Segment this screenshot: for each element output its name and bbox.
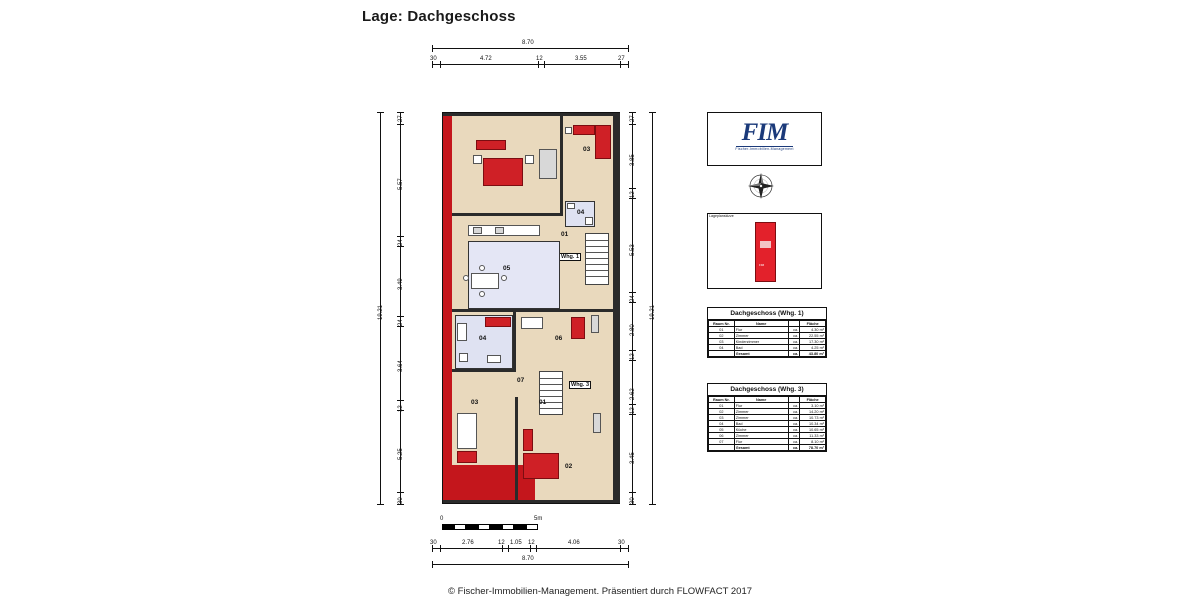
unit-window	[760, 241, 771, 248]
logo-text: FIM	[741, 119, 788, 146]
dim-tick	[397, 326, 404, 327]
cell-area: 11.33 m²	[800, 433, 826, 439]
dim-tick	[538, 61, 539, 68]
dim-tick	[440, 545, 441, 552]
dim-tick	[629, 124, 636, 125]
staircase-upper	[585, 233, 609, 285]
dim-tick	[629, 414, 636, 415]
dim-left-seg-3: 24	[398, 239, 404, 246]
scale-label-from: 0	[440, 516, 444, 522]
page-title: Lage: Dachgeschoss	[362, 8, 516, 25]
dim-left-seg-5: 24	[398, 319, 404, 326]
cell-total-label: Gesamt	[734, 351, 788, 357]
cell-approx: ca.	[788, 409, 800, 415]
dim-bottom-seg-3: 12	[498, 540, 505, 546]
cell-approx: ca.	[788, 333, 800, 339]
cell-total-area: 78.70 m²	[800, 445, 826, 451]
dim-left-seg-8: 5.25	[398, 448, 404, 460]
dim-tick	[397, 112, 404, 113]
logo-subtitle: Fischer-Immobilien-Management	[735, 147, 794, 151]
room-number-05: 05	[503, 265, 511, 272]
dim-left-seg-2: 5.57	[398, 178, 404, 190]
furniture-wardrobe	[591, 315, 599, 333]
dim-left-chain-line	[400, 112, 401, 504]
room-number-02-lower: 02	[565, 463, 573, 470]
furniture-shower	[457, 323, 467, 341]
building-outline	[442, 112, 620, 504]
cell-area: 17.30 m²	[800, 339, 826, 345]
col-room-no: Raum Nr.	[709, 321, 735, 327]
dim-tick	[629, 492, 636, 493]
dim-tick	[432, 545, 433, 552]
cell-name: Zimmer	[734, 433, 788, 439]
dim-tick	[508, 545, 509, 552]
dim-right-seg-9: 12	[630, 407, 636, 414]
dim-tick	[620, 61, 621, 68]
interior-wall	[452, 369, 516, 372]
unit-tag: FIM	[759, 263, 765, 267]
dim-tick	[628, 61, 629, 68]
dim-tick	[397, 316, 404, 317]
copyright-footer	[0, 586, 1200, 597]
cell-approx: ca.	[788, 403, 800, 409]
cell-name: Zimmer	[734, 415, 788, 421]
exterior-wall-top	[443, 113, 620, 116]
furniture-wardrobe	[539, 149, 557, 179]
dim-right-overall: 19.21	[650, 304, 656, 320]
cell-name: Zimmer	[734, 333, 788, 339]
dim-tick	[629, 302, 636, 303]
cell-approx: ca.	[788, 415, 800, 421]
room-number-03-upper: 03	[583, 146, 591, 153]
cell-area: 10.34 m²	[800, 421, 826, 427]
dim-top-overall: 8.70	[522, 40, 534, 46]
cell-name: Flur	[734, 439, 788, 445]
interior-wall	[452, 213, 562, 216]
dim-right-seg-5: 24	[630, 295, 636, 302]
floor-plan	[370, 40, 660, 580]
dim-tick	[536, 545, 537, 552]
dim-tick	[530, 545, 531, 552]
dim-bottom-seg-6: 4.06	[568, 540, 580, 546]
cell-room-no: 06	[709, 433, 735, 439]
cell-name: Bad	[734, 345, 788, 351]
dim-left-seg-7: 12	[398, 405, 404, 412]
dim-tick	[620, 545, 621, 552]
cell-approx: ca.	[788, 351, 800, 357]
room-number-03-lower: 03	[471, 399, 479, 406]
furniture-bed	[476, 140, 506, 150]
furniture-bed	[571, 317, 585, 339]
col-room-no: Raum Nr.	[709, 397, 735, 403]
cell-room-no: 04	[709, 421, 735, 427]
cell-room-no: 03	[709, 339, 735, 345]
dim-tick	[440, 61, 441, 68]
cell-area: 4.25 m²	[800, 345, 826, 351]
compass-rose	[745, 170, 777, 202]
interior-wall	[515, 397, 518, 501]
cell-approx: ca.	[788, 439, 800, 445]
furniture-bed	[573, 125, 595, 135]
cell-name: Zimmer	[734, 409, 788, 415]
furniture-toilet	[459, 353, 468, 362]
room-table-whg3	[707, 383, 827, 452]
cell-area: 10.65 m²	[800, 427, 826, 433]
cell-name: Flur	[734, 327, 788, 333]
cell-room-no: 03	[709, 415, 735, 421]
cell-name: Flur	[734, 403, 788, 409]
company-logo	[707, 112, 822, 166]
dim-bottom-seg-1: 30	[430, 540, 437, 546]
col-area: Fläche	[800, 397, 826, 403]
dim-tick	[629, 198, 636, 199]
cell-room-no	[709, 351, 735, 357]
cell-name: Küche	[734, 427, 788, 433]
dim-tick	[629, 504, 636, 505]
dim-tick	[397, 400, 404, 401]
dim-right-seg-10: 3.45	[630, 452, 636, 464]
exterior-wall-right	[613, 113, 620, 503]
cell-area: 3.10 m²	[800, 403, 826, 409]
dim-right-seg-7: 12	[630, 353, 636, 360]
furniture-chair	[501, 275, 507, 281]
dim-tick	[397, 504, 404, 505]
furniture-nightstand	[565, 127, 572, 134]
dim-right-seg-8: 2.62	[630, 388, 636, 400]
cell-room-no: 04	[709, 345, 735, 351]
dim-tick	[377, 504, 384, 505]
cell-area: 10.73 m²	[800, 415, 826, 421]
location-sketch-caption: Lageplanskizze	[709, 214, 734, 218]
cell-area: 8.10 m²	[800, 439, 826, 445]
furniture-sink	[495, 227, 504, 234]
furniture-stove	[473, 227, 482, 234]
exterior-wall-left	[443, 113, 452, 413]
dim-tick	[397, 246, 404, 247]
furniture-wardrobe	[593, 413, 601, 433]
dim-bottom-seg-4: 1.05	[510, 540, 522, 546]
cell-total-area: 43.80 m²	[800, 351, 826, 357]
dim-right-seg-3: 12	[630, 191, 636, 198]
unit-label-whg1: Whg. 1	[561, 254, 580, 260]
cell-name: Kinderzimmer	[734, 339, 788, 345]
cell-approx: ca.	[788, 427, 800, 433]
cell-room-no: 01	[709, 327, 735, 333]
furniture-nightstand	[473, 155, 482, 164]
dim-tick	[502, 545, 503, 552]
scale-label-to: 5m	[534, 516, 543, 522]
cell-room-no: 05	[709, 427, 735, 433]
dim-left-seg-1: 27	[398, 115, 404, 122]
balcony-area	[443, 465, 535, 503]
room-number-01-upper: 01	[561, 231, 569, 238]
cell-approx: ca.	[788, 433, 800, 439]
furniture-bed	[483, 158, 523, 186]
dim-tick	[377, 112, 384, 113]
dim-left-seg-6: 3.64	[398, 360, 404, 372]
highlighted-unit	[755, 222, 776, 282]
cell-room-no: 01	[709, 403, 735, 409]
dim-right-chain-line	[632, 112, 633, 504]
furniture-seat	[457, 451, 477, 463]
dim-left-overall: 19.21	[378, 304, 384, 320]
dim-left-seg-4: 3.49	[398, 278, 404, 290]
dim-bottom-seg-2: 2.76	[462, 540, 474, 546]
cell-area: 22.55 m²	[800, 333, 826, 339]
room-number-07: 07	[517, 377, 525, 384]
copyright-text: © Fischer-Immobilien-Management. Präsentiert durch FLOWFACT 2017	[447, 586, 753, 597]
dim-top-seg-1: 30	[430, 56, 437, 62]
dim-right-seg-2: 3.85	[630, 154, 636, 166]
dim-right-seg-4: 5.53	[630, 244, 636, 256]
col-name: Name	[734, 397, 788, 403]
furniture-toilet	[585, 217, 593, 225]
dim-tick	[432, 61, 433, 68]
dim-top-seg-5: 27	[618, 56, 625, 62]
unit-label-whg3: Whg. 3	[571, 382, 590, 388]
furniture-chair	[479, 291, 485, 297]
dim-tick	[397, 124, 404, 125]
table-total-row	[709, 445, 826, 451]
cell-area: 4.30 m²	[800, 327, 826, 333]
cell-room-no: 02	[709, 409, 735, 415]
furniture-desk	[521, 317, 543, 329]
room-number-04-lower: 04	[479, 335, 487, 342]
cell-room-no	[709, 445, 735, 451]
furniture-bed	[523, 429, 533, 451]
cell-room-no: 02	[709, 333, 735, 339]
col-area: Fläche	[800, 321, 826, 327]
furniture-sink	[567, 203, 575, 209]
cell-approx: ca.	[788, 445, 800, 451]
cell-approx: ca.	[788, 339, 800, 345]
cell-area: 14.20 m²	[800, 409, 826, 415]
interior-wall	[513, 312, 516, 370]
dim-top-seg-3: 12	[536, 56, 543, 62]
exterior-wall-bottom	[443, 500, 620, 503]
dim-tick	[544, 61, 545, 68]
dim-top-chain-line	[432, 64, 628, 65]
furniture-bathtub	[485, 317, 511, 327]
dim-bottom-overall-line	[432, 564, 628, 565]
furniture-chair	[479, 265, 485, 271]
furniture-table	[471, 273, 499, 289]
dim-tick	[649, 504, 656, 505]
dim-tick	[432, 561, 433, 568]
dim-tick	[629, 404, 636, 405]
furniture-bed	[523, 453, 559, 479]
dim-bottom-overall: 8.70	[522, 556, 534, 562]
dim-right-seg-11: 30	[630, 497, 636, 504]
dim-tick	[397, 236, 404, 237]
scale-bar	[442, 524, 542, 530]
room-table-whg1-caption: Dachgeschoss (Whg. 1)	[708, 308, 826, 320]
room-number-01-lower: 01	[539, 399, 547, 406]
cell-approx: ca.	[788, 327, 800, 333]
room-number-06: 06	[555, 335, 563, 342]
dim-left-seg-9: 30	[398, 497, 404, 504]
dim-right-seg-6: 2.80	[630, 324, 636, 336]
dim-tick	[628, 545, 629, 552]
room-number-04-upper: 04	[577, 209, 585, 216]
furniture-sofa	[457, 413, 477, 449]
dim-tick	[629, 292, 636, 293]
party-wall	[452, 309, 620, 312]
dim-tick	[629, 188, 636, 189]
dim-tick	[432, 45, 433, 52]
dim-tick	[629, 112, 636, 113]
dim-tick	[629, 350, 636, 351]
cell-approx: ca.	[788, 345, 800, 351]
dim-top-seg-4: 3.55	[575, 56, 587, 62]
furniture-nightstand	[525, 155, 534, 164]
dim-top-overall-line	[432, 48, 628, 49]
dim-right-seg-1: 27	[630, 115, 636, 122]
dim-top-seg-2: 4.72	[480, 56, 492, 62]
room-table-whg1	[707, 307, 827, 358]
dim-tick	[629, 360, 636, 361]
furniture-bed	[595, 125, 611, 159]
cell-room-no: 07	[709, 439, 735, 445]
furniture-chair	[463, 275, 469, 281]
dim-tick	[628, 561, 629, 568]
dim-bottom-seg-5: 12	[528, 540, 535, 546]
table-total-row	[709, 351, 826, 357]
cell-total-label: Gesamt	[734, 445, 788, 451]
col-name: Name	[734, 321, 788, 327]
dim-tick	[628, 45, 629, 52]
cell-name: Bad	[734, 421, 788, 427]
staircase-lower	[539, 371, 563, 415]
room-table-whg3-caption: Dachgeschoss (Whg. 3)	[708, 384, 826, 396]
interior-wall	[560, 116, 563, 216]
dim-tick	[649, 112, 656, 113]
dim-bottom-seg-7: 30	[618, 540, 625, 546]
cell-approx: ca.	[788, 421, 800, 427]
location-sketch-box	[707, 213, 822, 289]
dim-tick	[397, 492, 404, 493]
furniture-sink	[487, 355, 501, 363]
